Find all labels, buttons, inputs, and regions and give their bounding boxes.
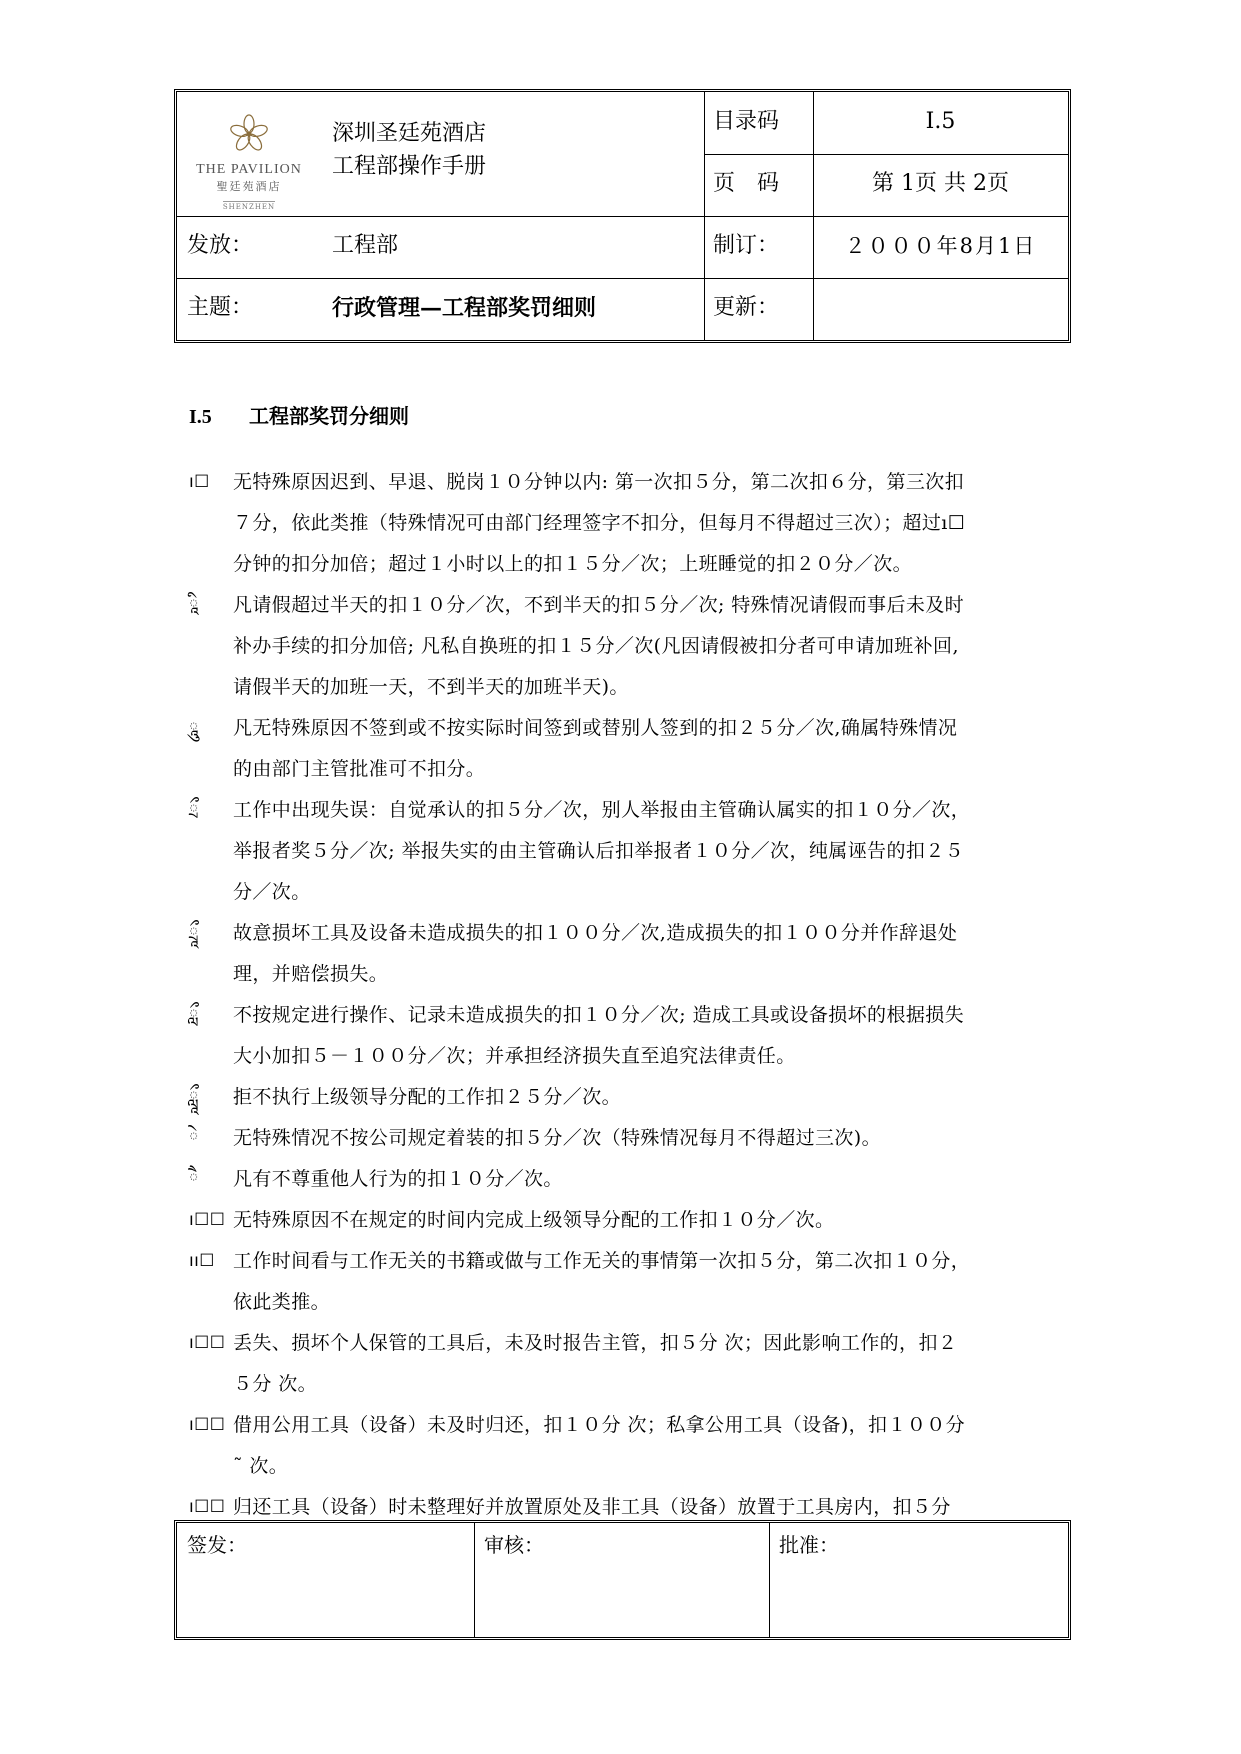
item-marker: ེ: [189, 1128, 199, 1148]
item-marker: ཷ: [189, 923, 199, 943]
sign-label: 签发：: [187, 1533, 247, 1557]
issue-label: 发放：: [187, 233, 254, 258]
item-line: 无特殊情况不按公司规定着装的扣５分／次（特殊情况每月不得超过三次)。: [233, 1127, 882, 1149]
page-value: 第 1页 共 2页: [872, 171, 1009, 196]
item-marker: ı☐☐: [189, 1497, 226, 1517]
item-line: 拒不执行上级领导分配的工作扣２５分／次。: [233, 1086, 622, 1108]
list-item: [189, 708, 1069, 790]
page-label: 页 码: [713, 171, 780, 196]
item-line: ˜ 次。: [233, 1455, 289, 1477]
revision-label: 制订：: [713, 233, 780, 258]
manual-title: 工程部操作手册: [332, 154, 487, 179]
catalog-label: 目录码: [713, 109, 780, 134]
list-item: [189, 1405, 1069, 1487]
list-item: [189, 1241, 1069, 1323]
item-marker: ı☐☐: [189, 1210, 226, 1230]
item-marker: ཱུ: [189, 718, 199, 738]
subject-label: 主题：: [187, 295, 254, 320]
item-marker: ı☐☐: [189, 1415, 226, 1435]
item-line: 请假半天的加班一天，不到半天的加班半天)。: [233, 676, 629, 698]
list-item: [189, 462, 1069, 585]
item-line: 无特殊原因不在规定的时间内完成上级领导分配的工作扣１０分／次。: [233, 1209, 835, 1231]
logo-city: SHENZHEN: [222, 203, 276, 211]
header-table: [174, 89, 1071, 343]
item-line: 借用公用工具（设备）未及时归还，扣１０分 次；私拿公用工具（设备)，扣１００分: [233, 1414, 966, 1436]
logo-name: THE PAVILION: [196, 162, 302, 177]
item-line: 不按规定进行操作、记录未造成损失的扣１０分／次; 造成工具或设备损坏的根据损失: [233, 1004, 965, 1026]
item-line: 的由部门主管批准可不扣分。: [233, 758, 486, 780]
item-marker: ླྀ: [189, 1005, 199, 1025]
list-item: [189, 1077, 1069, 1118]
item-marker: ཹ: [189, 1087, 199, 1107]
divider: [177, 278, 1068, 279]
hotel-name: 深圳圣廷苑酒店: [332, 121, 487, 146]
item-line: 凡无特殊原因不签到或不按实际时间签到或替别人签到的扣２５分／次,确属特殊情况: [233, 717, 958, 739]
item-line: 工作中出现失误：自觉承认的扣５分／次，别人举报由主管确认属实的扣１０分／次，: [233, 799, 971, 821]
item-line: 归还工具（设备）时未整理好并放置原处及非工具（设备）放置于工具房内，扣５分: [233, 1496, 951, 1518]
item-line: 理，并赔偿损失。: [233, 963, 389, 985]
list-item: [189, 913, 1069, 995]
catalog-value: I.5: [925, 109, 956, 134]
item-line: 凡有不尊重他人行为的扣１０分／次。: [233, 1168, 563, 1190]
item-line: ７分，依此类推（特殊情况可由部门经理签字不扣分，但每月不得超过三次）；超过ı☐: [233, 512, 966, 534]
subject-value: 行政管理—工程部奖罚细则: [332, 295, 597, 321]
item-line: 工作时间看与工作无关的书籍或做与工作无关的事情第一次扣５分，第二次扣１０分，: [233, 1250, 971, 1272]
list-item: [189, 1323, 1069, 1405]
item-line: 分／次。: [233, 881, 311, 903]
footer-table: [174, 1520, 1071, 1640]
item-line: 无特殊原因迟到、早退、脱岗１０分钟以内: 第一次扣５分，第二次扣６分，第三次扣: [233, 471, 965, 493]
item-line: 分钟的扣分加倍；超过１小时以上的扣１５分／次；上班睡觉的扣２０分／次。: [233, 553, 913, 575]
list-item: [189, 585, 1069, 708]
logo-cn: 聖廷苑酒店: [216, 180, 282, 193]
item-marker: ཱི: [189, 595, 199, 615]
item-line: 丢失、损坏个人保管的工具后，未及时报告主管，扣５分 次；因此影响工作的，扣２: [233, 1332, 958, 1354]
list-item: [189, 1118, 1069, 1159]
item-marker: ı☐☐: [189, 1333, 226, 1353]
approve-label: 批准：: [779, 1533, 839, 1557]
divider: [177, 216, 1068, 217]
item-line: 故意损坏工具及设备未造成损失的扣１００分／次,造成损失的扣１００分并作辞退处: [233, 922, 958, 944]
section-number: I.5: [189, 406, 212, 428]
issue-value: 工程部: [332, 233, 399, 258]
item-line: 补办手续的扣分加倍; 凡私自换班的扣１５分／次(凡因请假被扣分者可申请加班补回,: [233, 635, 959, 657]
list-item: [189, 790, 1069, 913]
review-label: 审核：: [484, 1533, 544, 1557]
item-marker: ı☐: [189, 472, 210, 492]
item-marker: ྲྀ: [189, 800, 199, 820]
list-item: [189, 1159, 1069, 1200]
rules-list: [189, 462, 1069, 1528]
divider: [704, 154, 1068, 155]
flower-icon: [229, 114, 269, 154]
item-line: ５分 次。: [233, 1373, 318, 1395]
section-title: 工程部奖罚分细则: [249, 404, 409, 428]
item-line: 大小加扣５－１００分／次；并承担经济损失直至追究法律责任。: [233, 1045, 796, 1067]
item-line: 举报者奖５分／次; 举报失实的由主管确认后扣举报者１０分／次，纯属诬告的扣２５: [233, 840, 965, 862]
item-line: 依此类推。: [233, 1291, 331, 1313]
list-item: [189, 1200, 1069, 1241]
update-label: 更新：: [713, 295, 780, 320]
item-marker: ཻ: [189, 1169, 199, 1189]
revision-value: ２０００年8月1日: [844, 234, 1037, 258]
item-line: 凡请假超过半天的扣１０分／次，不到半天的扣５分／次; 特殊情况请假而事后未及时: [233, 594, 965, 616]
list-item: [189, 995, 1069, 1077]
section-heading: [189, 400, 409, 429]
hotel-logo: [189, 114, 309, 211]
item-marker: ıı☐: [189, 1251, 215, 1271]
